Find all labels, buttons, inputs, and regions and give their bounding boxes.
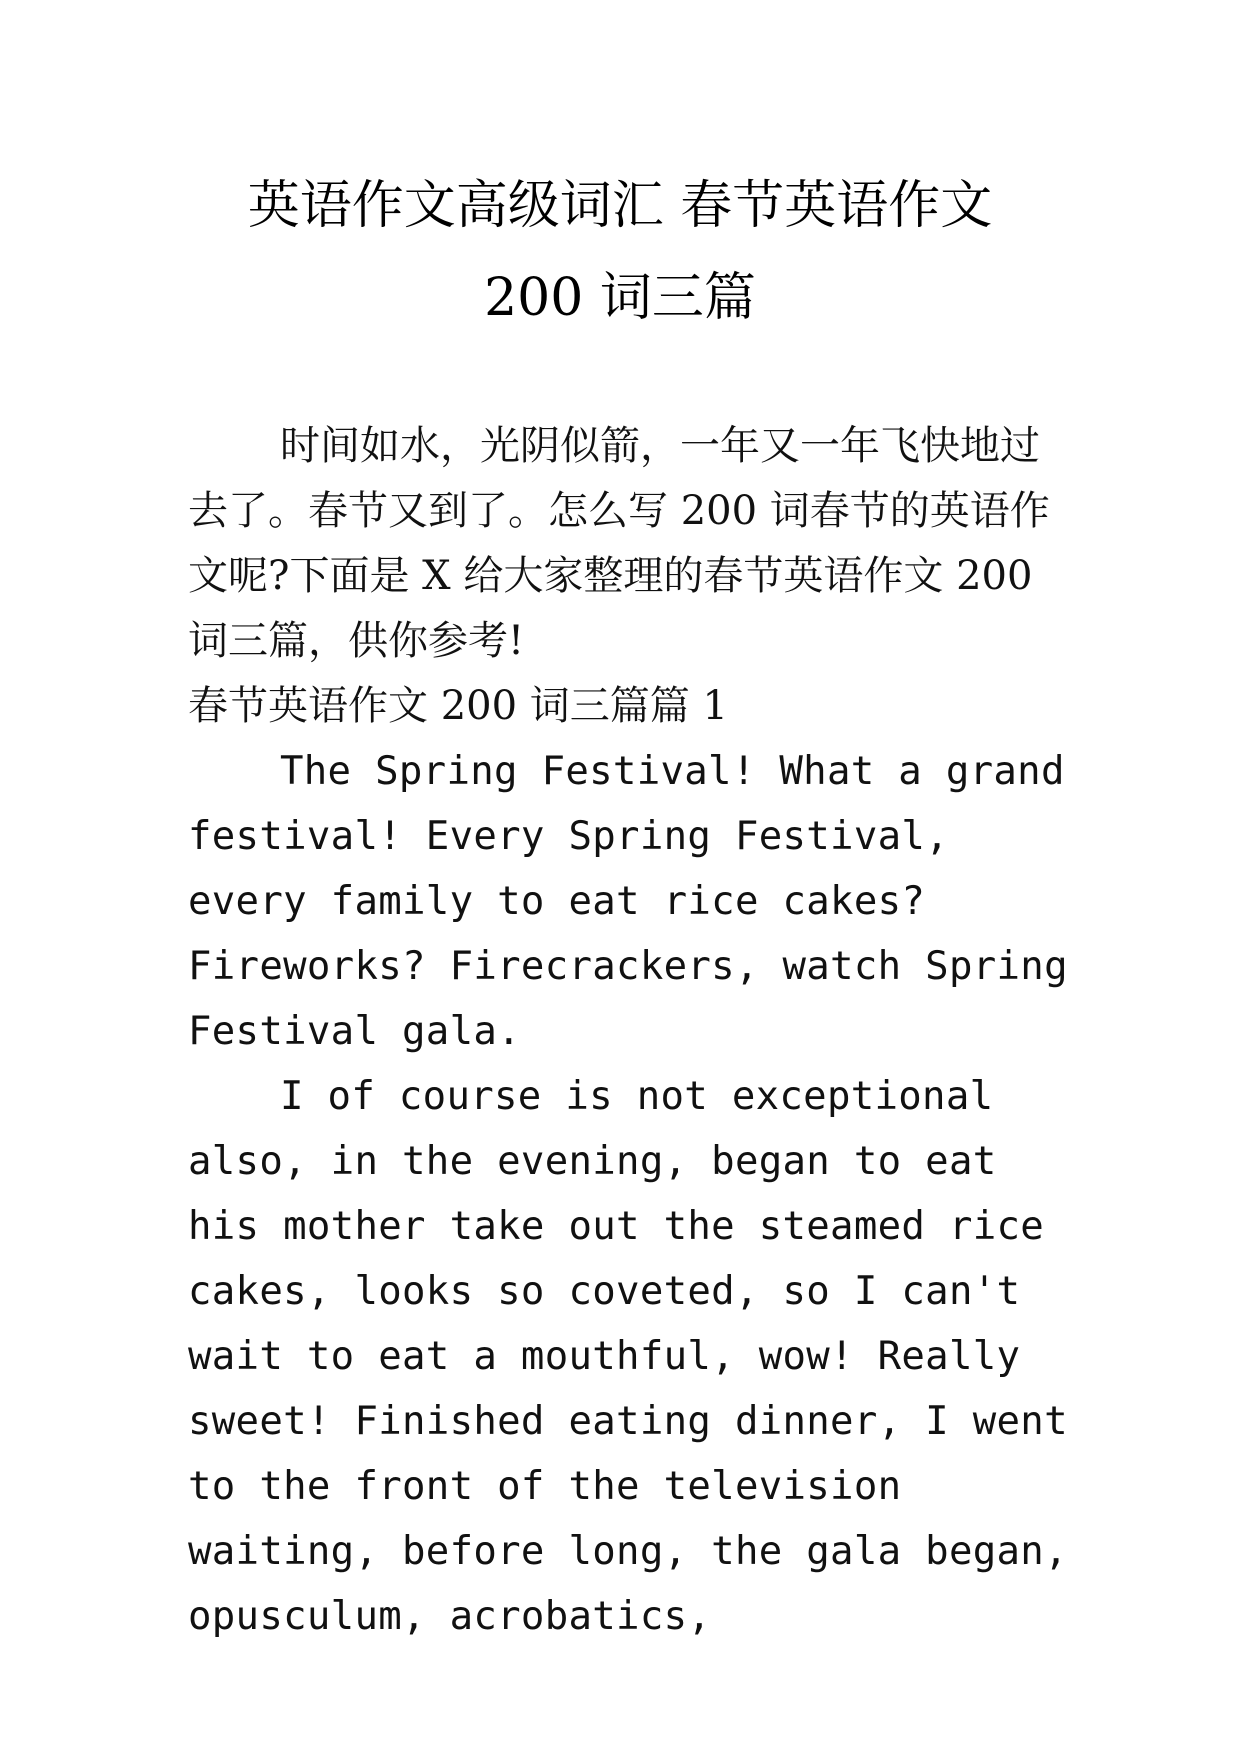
section-heading: 春节英语作文 200 词三篇篇 1 [188, 683, 728, 729]
title-line-2: 200 词三篇 [484, 268, 756, 328]
essay-paragraph-1: The Spring Festival! What a grand festival! Every Spring Festival, every family to eat rice cakes? Fireworks? Firecrackers, watch Spring Festival gala. [188, 749, 1068, 1054]
document-body [188, 414, 1068, 1649]
essay-paragraph-2: I of course is not exceptional also, in the evening, began to eat his mother take out the steamed rice cakes, looks so coveted, so I can't wait to eat a mouthful, wow! Really sweet! Finished eating dinner, I went to the front of the television waiting, before long, the gala began, opusculum, acrobatics, [188, 1074, 1068, 1639]
title-line-1: 英语作文高级词汇 春节英语作文 [247, 176, 993, 236]
document-title [0, 160, 1240, 344]
intro-paragraph: 时间如水，光阴似箭，一年又一年飞快地过去了。春节又到了。怎么写 200 词春节的英语作文呢?下面是 X 给大家整理的春节英语作文 200 词三篇，供你参考! [188, 423, 1050, 664]
